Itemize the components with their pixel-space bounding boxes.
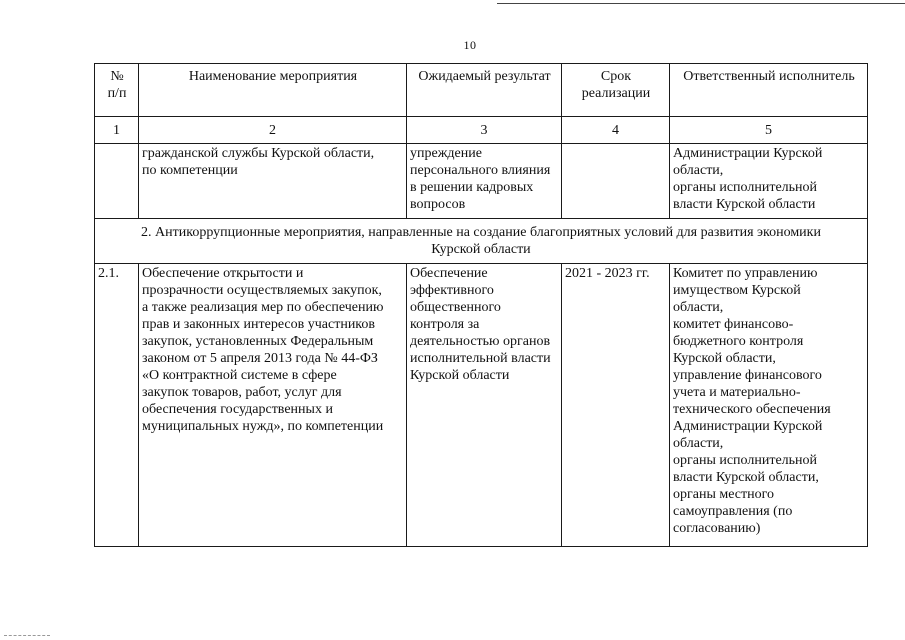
text-line: деятельностью органов — [410, 334, 551, 349]
text-line: гражданской службы Курской области, — [142, 146, 375, 161]
text-line: муниципальных нужд», по компетенции — [142, 419, 384, 434]
cell-num — [95, 144, 139, 219]
section-heading — [95, 219, 868, 264]
text-line: прозрачности осуществляемых закупок, — [142, 283, 382, 298]
text-line: Курской области — [410, 368, 510, 383]
cell-term — [562, 144, 670, 219]
text-line: комитет финансово- — [673, 317, 794, 332]
column-number: 3 — [407, 117, 562, 144]
text-line: согласованию) — [673, 521, 761, 536]
text-line: по компетенции — [142, 163, 238, 178]
text-line: области, — [673, 436, 724, 451]
text-line: органы исполнительной — [673, 453, 818, 468]
scan-mark — [4, 635, 50, 637]
text-line: Администрации Курской — [673, 146, 823, 161]
text-line: власти Курской области — [673, 197, 816, 212]
header-num: № п/п — [95, 64, 139, 117]
column-number: 1 — [95, 117, 139, 144]
text-line: Администрации Курской — [673, 419, 823, 434]
header-term: Срок реализации — [562, 64, 670, 117]
text-line: бюджетного контроля — [673, 334, 804, 349]
text-line: Курской области, — [673, 351, 776, 366]
continuation-row — [95, 144, 868, 219]
text-line: Обеспечение открытости и — [142, 266, 304, 281]
cell-result — [407, 264, 562, 547]
text-line: упреждение — [410, 146, 482, 161]
cell-executor — [670, 144, 868, 219]
cell-result — [407, 144, 562, 219]
column-numbers-row — [95, 117, 868, 144]
cell-num: 2.1. — [95, 264, 139, 547]
text-line: имуществом Курской — [673, 283, 801, 298]
section-row — [95, 219, 868, 264]
measures-table — [94, 63, 868, 547]
text-line: управление финансового — [673, 368, 822, 383]
column-number: 2 — [139, 117, 407, 144]
text-line: исполнительной власти — [410, 351, 551, 366]
cell-name — [139, 144, 407, 219]
text-line: органы местного — [673, 487, 774, 502]
text-line: технического обеспечения — [673, 402, 831, 417]
text-line: Комитет по управлению — [673, 266, 818, 281]
text-line: области, — [673, 300, 724, 315]
text-line: законом от 5 апреля 2013 года № 44-ФЗ — [142, 351, 378, 366]
column-number: 5 — [670, 117, 868, 144]
cell-term: 2021 - 2023 гг. — [562, 264, 670, 547]
text-line: власти Курской области, — [673, 470, 819, 485]
header-executor: Ответственный исполнитель — [670, 64, 868, 117]
text-line: 2. Антикоррупционные мероприятия, направленные на создание благоприятных условий для развития экономики — [141, 225, 821, 240]
text-line: органы исполнительной — [673, 180, 818, 195]
column-number: 4 — [562, 117, 670, 144]
top-rule — [497, 3, 905, 4]
text-line: Обеспечение — [410, 266, 488, 281]
cell-name — [139, 264, 407, 547]
text-line: контроля за — [410, 317, 480, 332]
text-line: учета и материально- — [673, 385, 801, 400]
text-line: самоуправления (по — [673, 504, 793, 519]
header-result: Ожидаемый результат — [407, 64, 562, 117]
table-row — [95, 264, 868, 547]
text-line: обеспечения государственных и — [142, 402, 333, 417]
text-line: общественного — [410, 300, 501, 315]
text-line: прав и законных интересов участников — [142, 317, 376, 332]
text-line: области, — [673, 163, 724, 178]
text-line: в решении кадровых — [410, 180, 534, 195]
text-line: закупок товаров, работ, услуг для — [142, 385, 342, 400]
text-line: персонального влияния — [410, 163, 551, 178]
text-line: вопросов — [410, 197, 466, 212]
page-number: 10 — [463, 38, 477, 52]
text-line: а также реализация мер по обеспечению — [142, 300, 384, 315]
header-name: Наименование мероприятия — [139, 64, 407, 117]
text-line: закупок, установленных Федеральным — [142, 334, 374, 349]
table-header-row — [95, 64, 868, 117]
cell-executor — [670, 264, 868, 547]
text-line: «О контрактной системе в сфере — [142, 368, 337, 383]
text-line: эффективного — [410, 283, 494, 298]
text-line: Курской области — [431, 242, 531, 257]
